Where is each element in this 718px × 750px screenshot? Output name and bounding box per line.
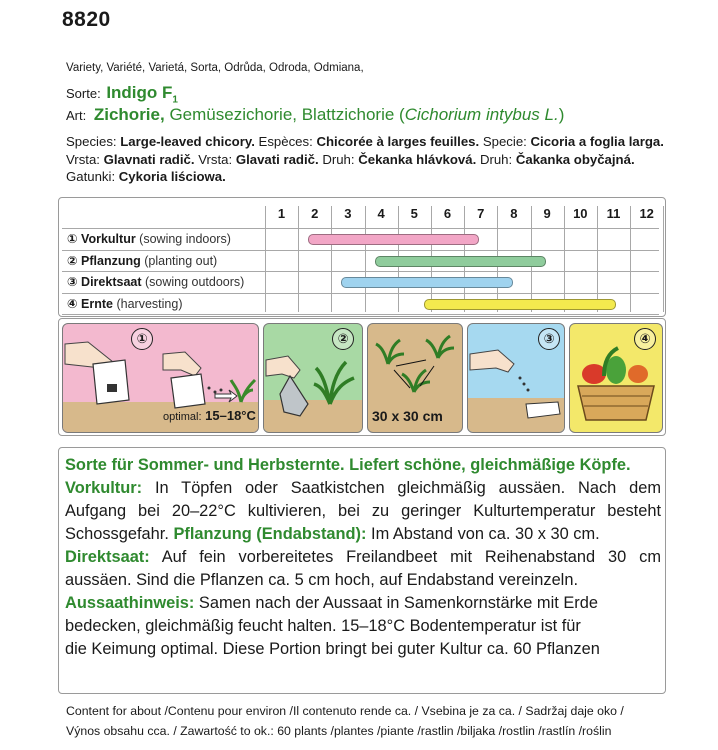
month-header: 11: [606, 206, 621, 221]
month-header: 3: [344, 206, 352, 221]
species-main-name: Zichorie,: [93, 105, 165, 124]
desc-vorkultur: Vorkultur: In Töpfen oder Saatkistchen gleichmäßig aussäen. Nach dem: [65, 479, 661, 497]
month-header: 8: [510, 206, 518, 221]
desc-line-9: die Keimung optimal. Diese Portion bringt bei guter Kultur ca. 60 Pflanzen: [65, 640, 600, 658]
month-header: 10: [573, 206, 588, 221]
calendar-bar: [375, 256, 546, 267]
variety-row: [66, 83, 178, 105]
panel-plant-spacing: [367, 323, 463, 433]
species-translation-label: Species:: [66, 134, 121, 149]
month-header: 6: [443, 206, 452, 221]
species-common-names: Gemüsezichorie, Blattzichorie (: [164, 105, 405, 124]
calendar-grid-line: [365, 206, 366, 312]
step-2-badge: ②: [332, 328, 354, 350]
month-header: 4: [377, 206, 385, 221]
product-number: 8820: [62, 8, 111, 31]
calendar-row-label: ① Vorkultur (sowing indoors): [67, 232, 231, 246]
calendar-row-line: [62, 228, 659, 229]
art-label: Art:: [66, 108, 87, 123]
calendar-row-label: ④ Ernte (harvesting): [67, 296, 183, 311]
panel-sowing-indoors: [62, 323, 259, 433]
desc-pflanzung: Schossgefahr. Pflanzung (Endabstand): Im Abstand von ca. 30 x 30 cm.: [65, 525, 600, 543]
panel-sowing-outdoors: [467, 323, 565, 433]
calendar-row-line: [62, 293, 659, 294]
species-translation-label: Gatunki:: [66, 169, 119, 184]
species-latin-name: Cichorium intybus L.: [404, 105, 559, 124]
calendar-grid-line: [265, 206, 266, 312]
content-footer-line-1: Content for about /Contenu pour environ /Il contenuto rende ca. / Vsebina je za ca. / Sadržaj daje oko /: [66, 704, 624, 718]
month-header: 5: [410, 206, 418, 221]
month-header: 7: [477, 206, 485, 221]
month-header: 1: [277, 206, 286, 221]
desc-direktsaat: Direktsaat: Auf fein vorbereitetes Freilandbeet mit Reihenabstand 30 cm: [65, 548, 661, 566]
description-box: [58, 447, 666, 694]
species-translation-value: Cykoria liściowa.: [118, 169, 226, 184]
desc-line-8: bedecken, gleichmäßig feucht halten. 15–18°C Bodentemperatur ist für: [65, 617, 581, 635]
species-translation-value: Chicorée à larges feuilles.: [316, 134, 483, 149]
calendar-bar: [308, 234, 479, 245]
species-row: Art: Zichorie, Gemüsezichorie, Blattzichorie (Cichorium intybus L.): [66, 105, 565, 124]
spacing-label: 30 x 30 cm: [372, 408, 443, 424]
calendar-grid-line: [597, 206, 598, 312]
species-translation-value: Čakanka obyčajná.: [515, 151, 635, 167]
desc-summary: Sorte für Sommer- und Herbsternte. Liefert schöne, gleichmäßige Köpfe.: [65, 456, 631, 474]
species-translation-value: Glavati radič.: [235, 151, 323, 167]
calendar-grid-line: [630, 206, 631, 312]
step-4-badge: ④: [634, 328, 656, 350]
species-translation-value: Čekanka hlávková.: [358, 151, 480, 167]
panel-harvesting: [569, 323, 663, 433]
calendar-row-line: [62, 271, 659, 272]
species-translation-label: Druh:: [479, 151, 516, 167]
calendar-grid-line: [564, 206, 565, 312]
calendar-row-line: [62, 250, 659, 251]
month-header: 9: [543, 206, 551, 221]
species-translations: [66, 133, 666, 186]
variety-label-line: Variety, Variété, Varietá, Sorta, Odrůda, Odroda, Odmiana,: [66, 62, 364, 74]
step-3-badge: ③: [538, 328, 560, 350]
step-1-badge: ①: [131, 328, 153, 350]
species-translation-value: Cicoria a foglia larga.: [530, 134, 664, 149]
calendar-row-label: ③ Direktsaat (sowing outdoors): [67, 275, 245, 289]
calendar-grid-line: [331, 206, 332, 312]
species-translation-label: Espèces:: [258, 134, 317, 149]
variety-name: Indigo $F_1$: [106, 83, 178, 106]
month-header: 2: [311, 206, 319, 221]
species-translation-label: Druh:: [322, 151, 359, 167]
calendar-grid-line: [298, 206, 299, 312]
calendar-bar: [341, 277, 512, 288]
month-header: 12: [639, 206, 654, 221]
desc-line-3: Aufgang bei 20–22°C kultivieren, bei zu geringer Kulturtemperatur besteht: [65, 502, 661, 520]
species-translation-value: Glavnati radič.: [103, 151, 199, 167]
content-footer-line-2: Výnos obsahu cca. / Zawartość to ok.: 60 plants /plantes /piante /rastlin /biljaka /rostlin /rastlín /roślin: [66, 724, 612, 738]
calendar-bar: [424, 299, 615, 310]
sorte-label: Sorte:: [66, 86, 101, 101]
species-translation-label: Vrsta:: [66, 151, 104, 167]
species-translation-label: Vrsta:: [198, 151, 236, 167]
desc-aussaathinweis: Aussaathinweis: Samen nach der Aussaat in Samenkornstärke mit Erde: [65, 594, 598, 612]
desc-line-6: aussäen. Sind die Pflanzen ca. 5 cm hoch, auf Endabstand vereinzeln.: [65, 571, 578, 589]
calendar-row-label: ② Pflanzung (planting out): [67, 253, 218, 268]
calendar-grid-line: [663, 206, 664, 312]
panel-planting-out: [263, 323, 363, 433]
species-translation-label: Specie:: [482, 134, 531, 149]
species-translation-value: Large-leaved chicory.: [120, 134, 259, 149]
calendar-row-line: [62, 314, 659, 315]
illustration-strip: [58, 318, 666, 436]
optimal-temperature: optimal: 15–18°C: [163, 408, 256, 423]
sowing-calendar: [58, 197, 666, 317]
